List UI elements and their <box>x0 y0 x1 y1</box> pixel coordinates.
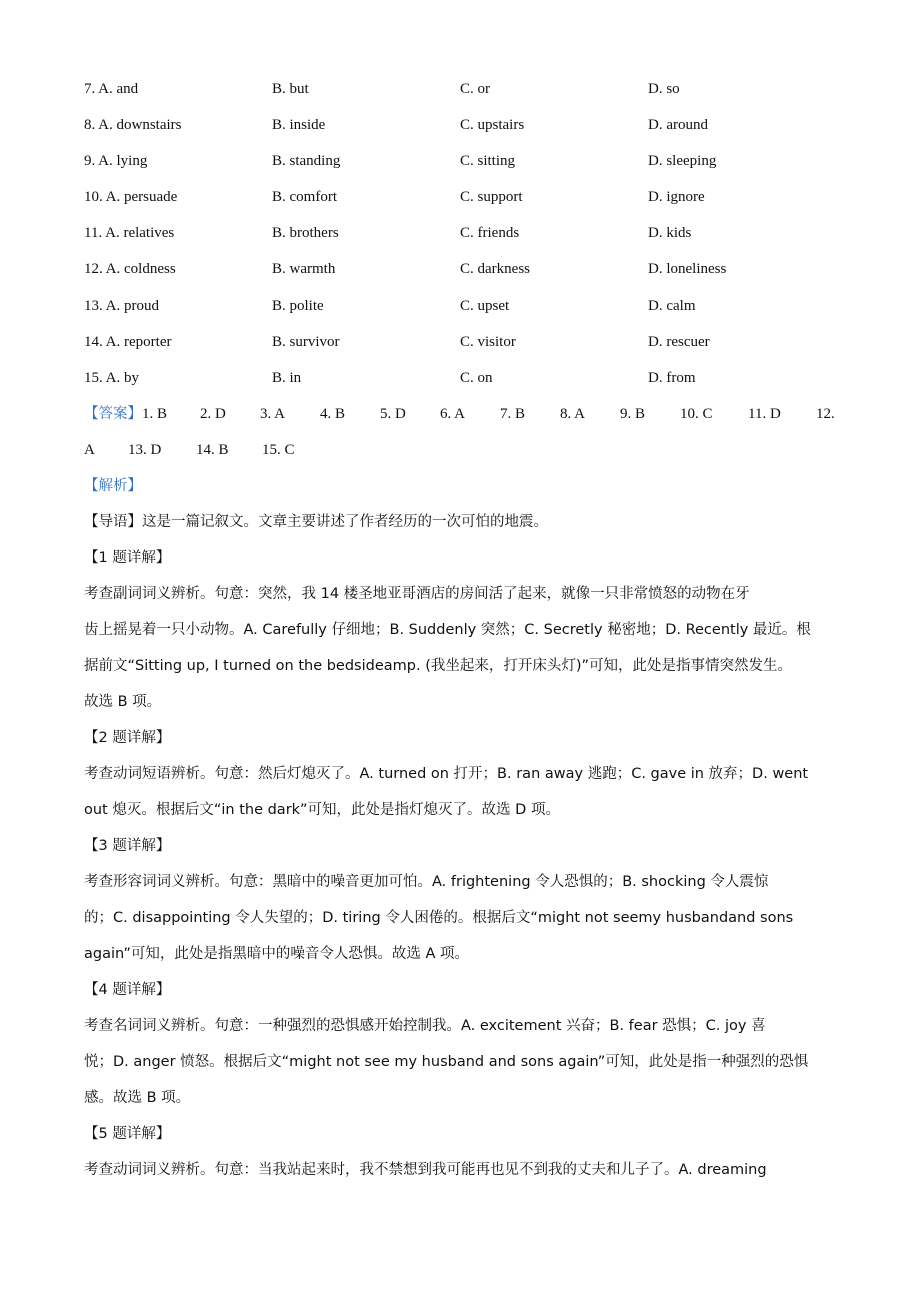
q3-title: 【3 题详解】 <box>84 838 171 854</box>
answer-label: 【答案】 <box>84 406 142 422</box>
option-c: C. visitor <box>460 334 516 350</box>
option-b: B. comfort <box>272 189 337 205</box>
option-c: C. support <box>460 189 523 205</box>
option-b: B. inside <box>272 117 326 133</box>
option-d: D. calm <box>648 298 696 314</box>
q4-line: 考查名词词义辨析。句意：一种强烈的恐惧感开始控制我。A. excitement 兴奋；B. fear 恐惧；C. joy 喜 <box>84 1018 766 1034</box>
option-d: D. from <box>648 370 696 386</box>
answer-item: A <box>84 442 95 458</box>
answer-item: 12. <box>816 406 835 422</box>
q4-title: 【4 题详解】 <box>84 982 171 998</box>
answer-item: 8. A <box>560 406 586 422</box>
option-row-13 <box>84 294 844 318</box>
option-b: B. brothers <box>272 225 339 241</box>
q4-line: 悦；D. anger 愤怒。根据后文“might not see my husband and sons again”可知，此处是指一种强烈的恐惧 <box>84 1054 809 1070</box>
option-c: C. upset <box>460 298 510 314</box>
option-a: 11. A. relatives <box>84 225 175 241</box>
option-row-14 <box>84 330 844 354</box>
answer-item: 3. A <box>260 406 286 422</box>
option-d: D. sleeping <box>648 153 717 169</box>
option-row-12 <box>84 257 844 281</box>
option-b: B. in <box>272 370 302 386</box>
option-a: 10. A. persuade <box>84 189 178 205</box>
answer-item: 5. D <box>380 406 406 422</box>
option-b: B. standing <box>272 153 341 169</box>
option-c: C. friends <box>460 225 520 241</box>
option-d: D. rescuer <box>648 334 710 350</box>
q2-line: 考查动词短语辨析。句意：然后灯熄灭了。A. turned on 打开；B. ran away 逃跑；C. gave in 放弃；D. went <box>84 766 809 782</box>
answer-item: 6. A <box>440 406 466 422</box>
option-d: D. ignore <box>648 189 705 205</box>
q1-line: 齿上摇晃着一只小动物。A. Carefully 仔细地；B. Suddenly 突然；C. Secretly 秘密地；D. Recently 最近。根 <box>84 622 811 638</box>
answer-item: 2. D <box>200 406 226 422</box>
answer-item: 10. C <box>680 406 713 422</box>
option-a: 13. A. proud <box>84 298 159 314</box>
answer-item: 14. B <box>196 442 229 458</box>
option-c: C. upstairs <box>460 117 525 133</box>
option-row-8 <box>84 113 844 137</box>
answer-item: 13. D <box>128 442 162 458</box>
option-b: B. polite <box>272 298 324 314</box>
option-d: D. kids <box>648 225 692 241</box>
answer-item: 1. B <box>142 406 168 422</box>
option-b: B. but <box>272 81 309 97</box>
option-d: D. so <box>648 81 680 97</box>
option-a: 15. A. by <box>84 370 140 386</box>
q3-line: again”可知，此处是指黑暗中的噪音令人恐惧。故选 A 项。 <box>84 946 470 962</box>
option-c: C. or <box>460 81 490 97</box>
q4-line: 感。故选 B 项。 <box>84 1090 191 1106</box>
option-d: D. around <box>648 117 708 133</box>
q3-line: 考查形容词词义辨析。句意：黑暗中的噪音更加可怕。A. frightening 令人恐惧的；B. shocking 令人震惊 <box>84 874 769 890</box>
q5-title: 【5 题详解】 <box>84 1126 171 1142</box>
option-a: 9. A. lying <box>84 153 148 169</box>
q3-line: 的；C. disappointing 令人失望的；D. tiring 令人困倦的。根据后文“might not seemy husbandand sons <box>84 910 794 926</box>
answer-line-2 <box>84 438 844 462</box>
q1-line: 据前文“Sitting up, I turned on the bedsideamp. (我坐起来，打开床头灯)”可知，此处是指事情突然发生。 <box>84 658 793 674</box>
q1-line: 故选 B 项。 <box>84 694 162 710</box>
answer-item: 4. B <box>320 406 346 422</box>
option-c: C. darkness <box>460 261 530 277</box>
option-c: C. sitting <box>460 153 516 169</box>
answer-item: 11. D <box>748 406 781 422</box>
option-d: D. loneliness <box>648 261 727 277</box>
answer-line-1 <box>84 402 844 426</box>
option-b: B. warmth <box>272 261 336 277</box>
option-c: C. on <box>460 370 493 386</box>
option-a: 12. A. coldness <box>84 261 176 277</box>
q1-line: 考查副词词义辨析。句意：突然，我 14 楼圣地亚哥酒店的房间活了起来，就像一只非常愤怒的动物在牙 <box>84 586 750 602</box>
option-a: 8. A. downstairs <box>84 117 182 133</box>
answer-item: 15. C <box>262 442 295 458</box>
q1-title: 【1 题详解】 <box>84 550 171 566</box>
option-row-11 <box>84 221 844 245</box>
option-row-15 <box>84 366 844 390</box>
q2-line: out 熄灭。根据后文“in the dark”可知，此处是指灯熄灭了。故选 D 项。 <box>84 802 560 818</box>
option-b: B. survivor <box>272 334 340 350</box>
option-row-10 <box>84 185 844 209</box>
option-row-9 <box>84 149 844 173</box>
q5-line: 考查动词词义辨析。句意：当我站起来时，我不禁想到我可能再也见不到我的丈夫和儿子了。A. dreaming <box>84 1162 767 1178</box>
answer-item: 9. B <box>620 406 646 422</box>
analysis-body <box>84 504 836 1188</box>
option-a: 7. A. and <box>84 81 139 97</box>
answer-item: 7. B <box>500 406 526 422</box>
q2-title: 【2 题详解】 <box>84 730 171 746</box>
intro-line: 【导语】这是一篇记叙文。文章主要讲述了作者经历的一次可怕的地震。 <box>84 514 548 530</box>
analysis-label: 【解析】 <box>84 478 142 494</box>
option-a: 14. A. reporter <box>84 334 172 350</box>
option-row-7 <box>84 77 844 101</box>
